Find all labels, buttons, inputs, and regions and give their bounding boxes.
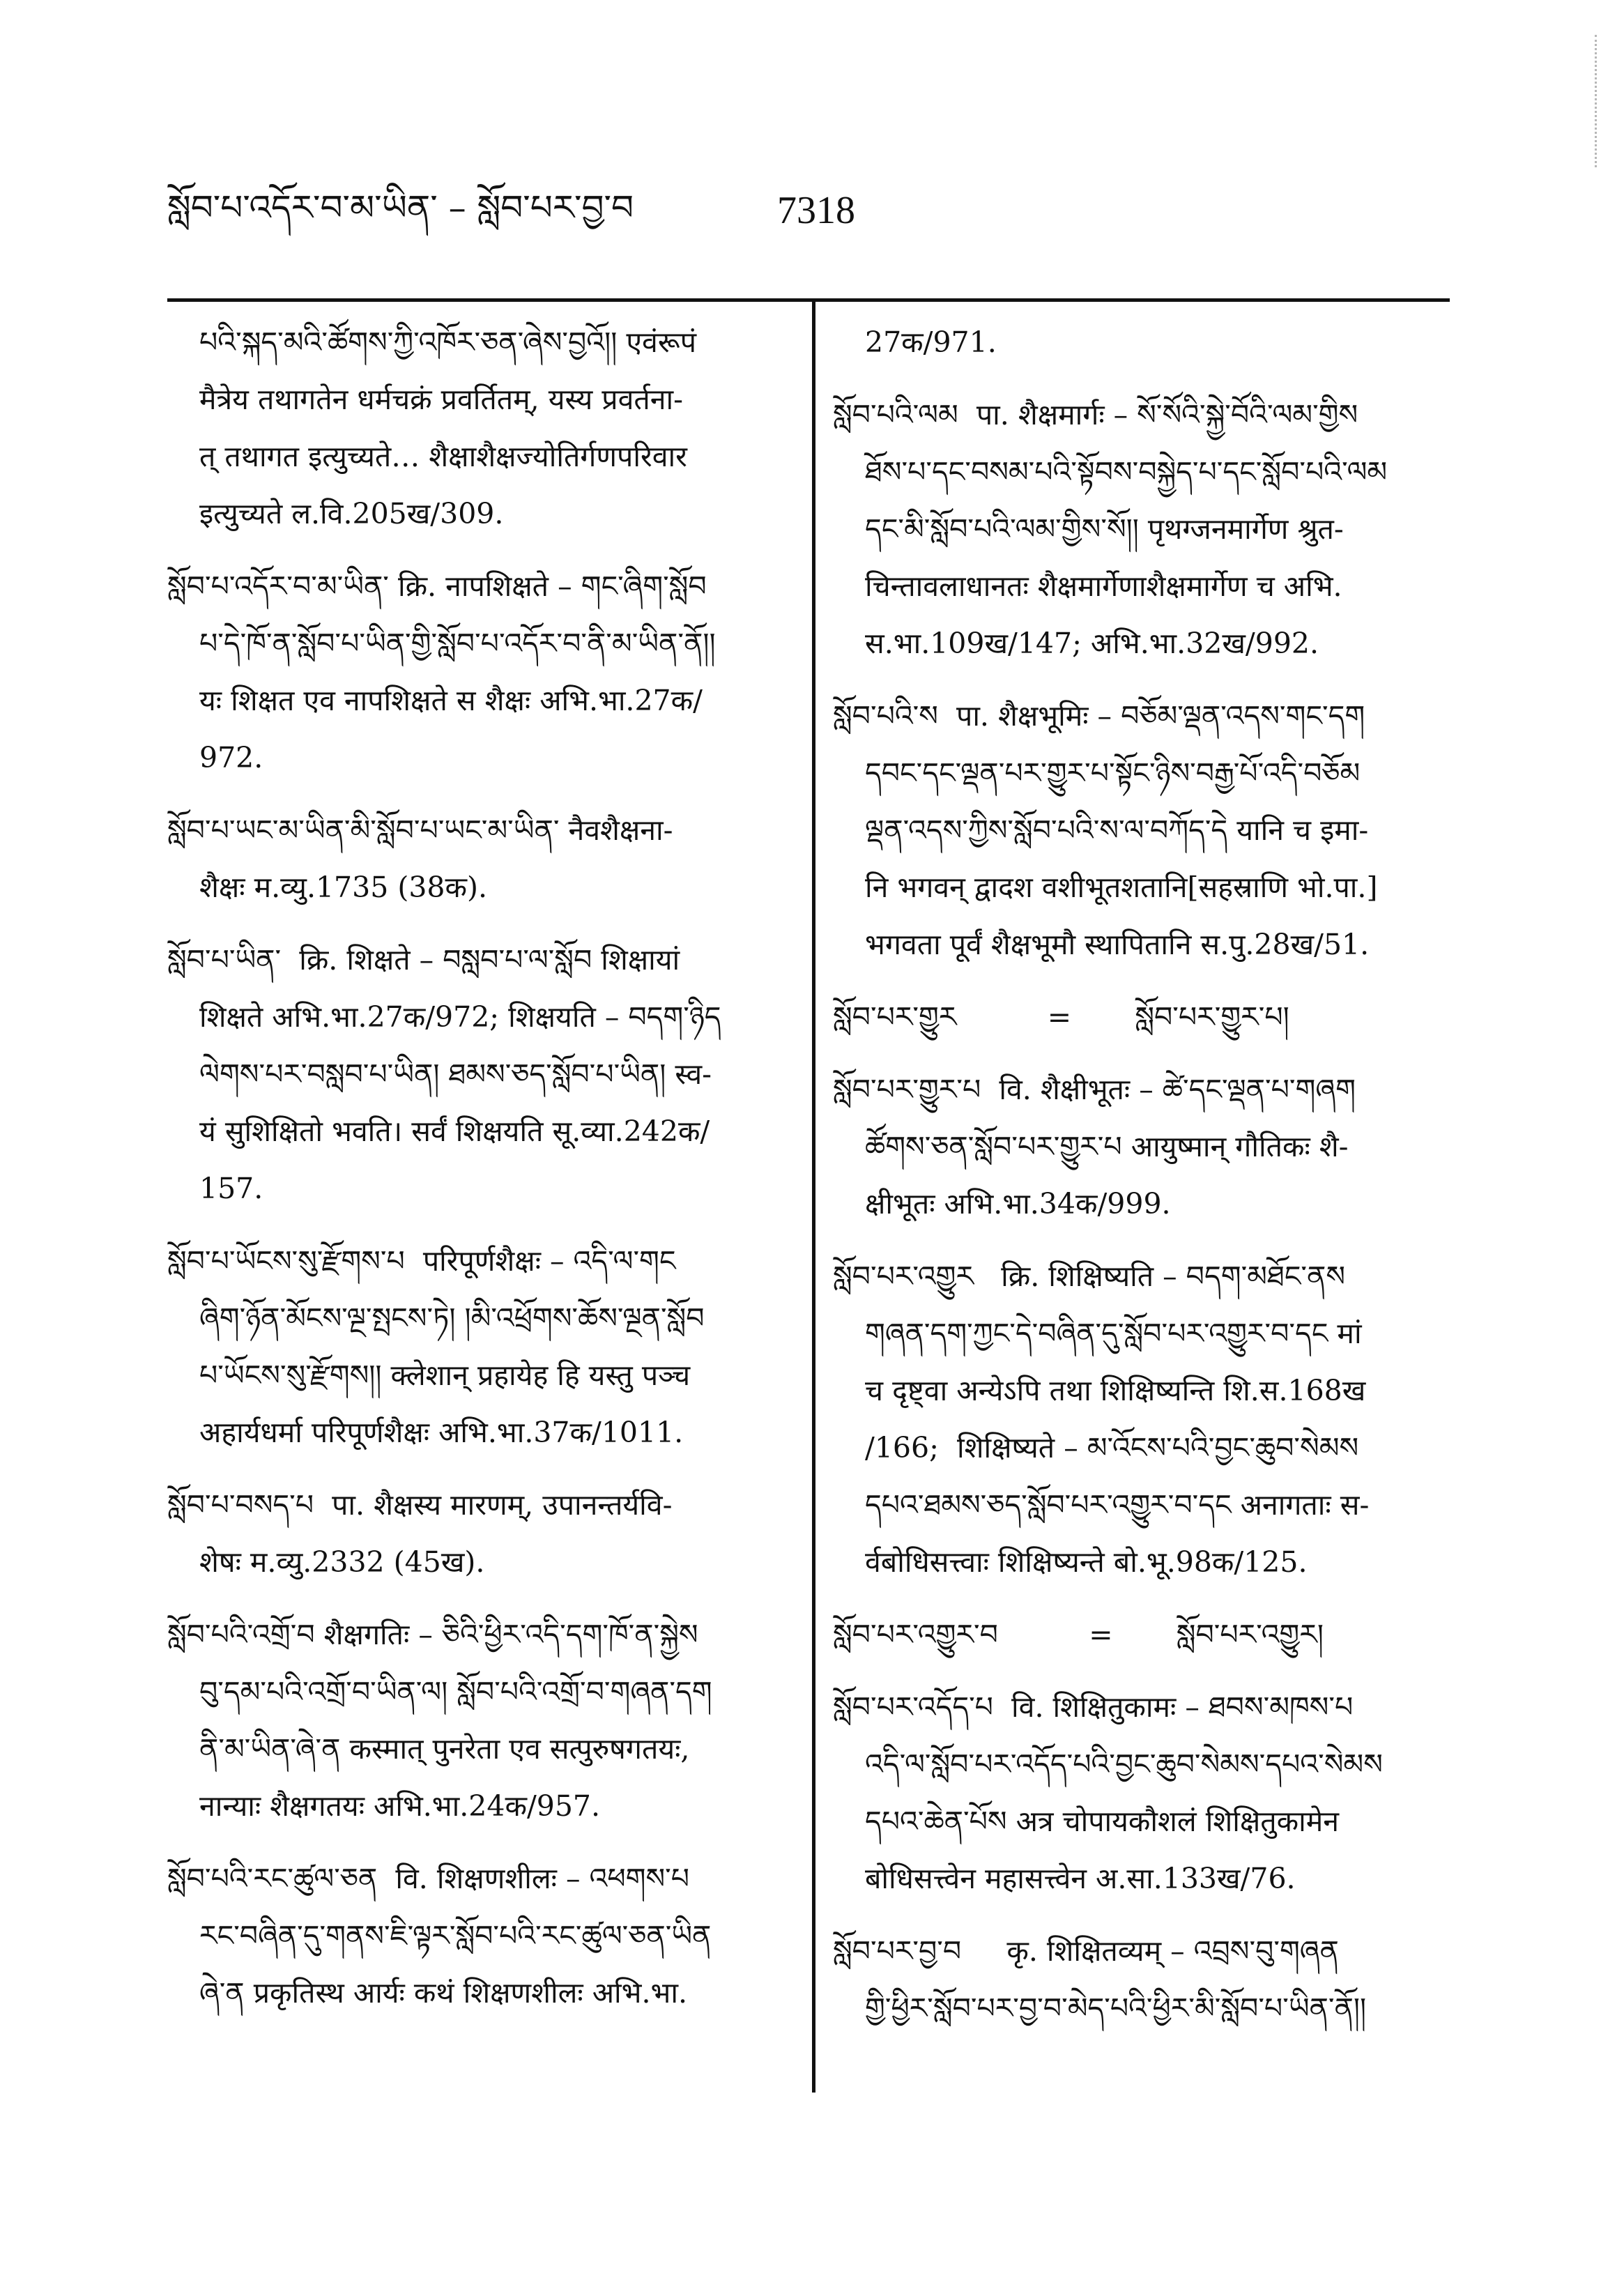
dictionary-entry bbox=[167, 1606, 781, 1835]
entry-continuation-line: རང་བཞིན་དུ་གནས་ཇི་ལྟར་སློབ་པའི་རང་ཚུལ་ཅན་ཡིན bbox=[199, 1919, 712, 1952]
dictionary-entry bbox=[167, 314, 781, 542]
entry-continuation-line: དང་མི་སློབ་པའི་ལམ་གྱིས་སོ།། पृथग्जनमार्गेण श्रुत- bbox=[865, 512, 1344, 546]
dictionary-entry bbox=[833, 1248, 1446, 1591]
entry-continuation-line: नि भगवन् द्वादश वशीभूतशतानि[सहस्राणि भो.पा.] bbox=[865, 871, 1378, 904]
entry-continuation-line: बोधिसत्त्वेन महासत्त्वेन अ.सा.133ख/76. bbox=[865, 1862, 1296, 1895]
entry-continuation-line: པ་ཡོངས་སུ་རྫོགས།། क्लेशान् प्रहायेह हि यस्तु पञ्च bbox=[199, 1359, 691, 1392]
entry-continuation-line: ལྡན་འདས་ཀྱིས་སློབ་པའི་ས་ལ་བཀོད་དེ यानि च इमा- bbox=[865, 813, 1369, 847]
entry-continuation-line: དཔའ་ཆེན་པོས अत्र चोपायकौशलं शिक्षितुकामेन bbox=[865, 1805, 1340, 1838]
entry-continuation-line: त् तथागत इत्युच्यते… शैक्षाशैक्षज्योतिर्गणपरिवार bbox=[199, 440, 687, 473]
entry-continuation-line: གྱི་ཕྱིར་སློབ་པར་བྱ་བ་མེད་པའི་ཕྱིར་མི་སློབ་པ་ཡིན་ནོ།། bbox=[865, 1991, 1367, 2025]
dictionary-entry bbox=[833, 988, 1446, 1046]
entry-continuation-line: པ་དེ་ཁོ་ན་སློབ་པ་ཡིན་གྱི་སློབ་པ་འདོར་བ་ནི་མ་ཡིན་ནོ།། bbox=[199, 627, 716, 660]
entry-first-line: སློབ་པ་བསད་པ पा. शैक्षस्य मारणम्, उपानन्तर्यवि- bbox=[167, 1488, 673, 1522]
entry-continuation-line: चिन्तावलाधानतः शैक्षमार्गेणाशैक्षमार्गेण च अभि. bbox=[865, 569, 1342, 603]
scan-edge-mark bbox=[1595, 35, 1611, 167]
entry-first-line: སློབ་པར་བྱ་བ कृ. शिक्षितव्यम् – འབྲས་བུ་གཞན bbox=[833, 1934, 1339, 1968]
dictionary-entry bbox=[833, 314, 1446, 371]
entry-continuation-line: यं सुशिक्षितो भवति। सर्वं शिक्षयति सू.व्या.242क/ bbox=[199, 1115, 710, 1148]
dictionary-entry bbox=[833, 1606, 1446, 1663]
dictionary-entry bbox=[167, 1850, 781, 2021]
dictionary-entry bbox=[833, 386, 1446, 672]
entry-continuation-line: ལེགས་པར་བསླབ་པ་ཡིན། ཐམས་ཅད་སློབ་པ་ཡིན། स्व- bbox=[199, 1057, 712, 1091]
dictionary-entry bbox=[167, 802, 781, 916]
entry-continuation-line: क्षीभूतः अभि.भा.34क/999. bbox=[865, 1187, 1171, 1221]
entry-continuation-line: इत्युच्यते ल.वि.205ख/309. bbox=[199, 497, 504, 530]
right-column bbox=[833, 314, 1446, 2098]
dictionary-entry bbox=[167, 931, 781, 1217]
entry-first-line: སློབ་པར་འགྱུར་བ = སློབ་པར་འགྱུར། bbox=[833, 1618, 1324, 1651]
entry-first-line: སློབ་པར་གྱུར = སློབ་པར་གྱུར་པ། bbox=[833, 1000, 1289, 1034]
entry-continuation-line: र्वबोधिसत्त्वाः शिक्षिष्यन्ते बो.भू.98क/125. bbox=[865, 1545, 1308, 1579]
entry-continuation-line: 157. bbox=[199, 1172, 263, 1205]
entry-continuation-line: /166; शिक्षिष्यते – མ་འོངས་པའི་བྱང་ཆུབ་སེམས bbox=[865, 1431, 1359, 1464]
entry-first-line: སློབ་པར་འགྱུར क्रि. शिक्षिष्यति – བདག་མཐོང་ནས bbox=[833, 1260, 1346, 1293]
dictionary-entry bbox=[833, 1678, 1446, 1907]
entry-first-line: སློབ་པ་འདོར་བ་མ་ཡིན་ क्रि. नापशिक्षते – གང་ཞིག་སློབ bbox=[167, 569, 707, 603]
entry-first-line: སློབ་པའི་ལམ पा. शैक्षमार्गः – སོ་སོའི་སྐྱེ་བོའི་ལམ་གྱིས bbox=[833, 398, 1358, 431]
entry-first-line: སློབ་པའི་རང་ཚུལ་ཅན वि. शिक्षणशीलः – འཕགས་པ bbox=[167, 1862, 690, 1895]
entry-first-line: 27क/971. bbox=[865, 326, 997, 359]
entry-continuation-line: ཞེ་ན प्रकृतिस्थ आर्यः कथं शिक्षणशीलः अभि.भा. bbox=[199, 1976, 687, 2010]
column-divider bbox=[812, 301, 815, 2093]
dictionary-entry bbox=[833, 1922, 1446, 2037]
entry-first-line: སློབ་པར་འདོད་པ वि. शिक्षितुकामः – ཐབས་མཁས་པ bbox=[833, 1690, 1354, 1724]
entry-continuation-line: यः शिक्षत एव नापशिक्षते स शैक्षः अभि.भा.27क/ bbox=[199, 684, 703, 717]
entry-continuation-line: मैत्रेय तथागतेन धर्मचक्रं प्रवर्तितम्, यस्य प्रवर्तना- bbox=[199, 383, 684, 416]
entry-first-line: སློབ་པ་ཡང་མ་ཡིན་མི་སློབ་པ་ཡང་མ་ཡིན་ नैवशैक्षना- bbox=[167, 813, 673, 847]
entry-continuation-line: བུ་དམ་པའི་འགྲོ་བ་ཡིན་ལ། སློབ་པའི་འགྲོ་བ་གཞན་དག bbox=[199, 1675, 712, 1708]
entry-first-line: སློབ་པའི་ས पा. शैक्षभूमिः – བཅོམ་ལྡན་འདས་གང་དག bbox=[833, 699, 1365, 733]
dictionary-entry bbox=[167, 1232, 781, 1461]
page-number: 7318 bbox=[777, 189, 855, 232]
entry-continuation-line: དཔའ་ཐམས་ཅད་སློབ་པར་འགྱུར་བ་དང अनागताः स- bbox=[865, 1488, 1370, 1522]
dictionary-entry bbox=[167, 558, 781, 786]
entry-continuation-line: 972. bbox=[199, 741, 263, 774]
entry-continuation-line: नान्याः शैक्षगतयः अभि.भा.24क/957. bbox=[199, 1789, 601, 1823]
entry-first-line: པའི་སྐད་མའི་ཚོགས་ཀྱི་འཁོར་ཅན་ཞེས་བྱའོ།། एवंरूपं bbox=[199, 326, 696, 359]
entry-continuation-line: शेषः म.व्यु.2332 (45ख). bbox=[199, 1545, 485, 1579]
entry-continuation-line: शिक्षते अभि.भा.27क/972; शिक्षयति – བདག་ཉིད bbox=[199, 1000, 721, 1034]
entry-continuation-line: शैक्षः म.व्यु.1735 (38क). bbox=[199, 871, 488, 904]
left-column bbox=[167, 314, 781, 2098]
entry-continuation-line: དབང་དང་ལྡན་པར་གྱུར་པ་སྟོང་ཉིས་བརྒྱ་པོ་འདི་བཅོམ bbox=[865, 756, 1361, 790]
entry-continuation-line: ཚོགས་ཅན་སློབ་པར་གྱུར་པ आयुष्मान् गौतिकः शै- bbox=[865, 1130, 1349, 1163]
entry-continuation-line: च दृष्ट्वा अन्येऽपि तथा शिक्षिष्यन्ति शि.स.168ख bbox=[865, 1374, 1366, 1407]
entry-continuation-line: གཞན་དག་ཀྱང་དེ་བཞིན་དུ་སློབ་པར་འགྱུར་བ་དང मां bbox=[865, 1317, 1362, 1350]
entry-continuation-line: འདི་ལ་སློབ་པར་འདོད་པའི་བྱང་ཆུབ་སེམས་དཔའ་སེམས bbox=[865, 1747, 1383, 1781]
entry-continuation-line: अहार्यधर्मा परिपूर्णशैक्षः अभि.भा.37क/1011. bbox=[199, 1416, 684, 1449]
entry-continuation-line: भगवता पूर्वं शैक्षभूमौ स्थापितानि स.पु.28ख/51. bbox=[865, 928, 1370, 961]
entry-continuation-line: ཞིག་ཉོན་མོངས་ལྔ་སྤངས་ཏེ། །མི་འཕྲོགས་ཆོས་ལྔན་སློབ bbox=[199, 1301, 705, 1335]
entry-continuation-line: ནི་མ་ཡིན་ཞེ་ན कस्मात् पुनरेता एव सत्पुरुषगतयः, bbox=[199, 1732, 690, 1766]
entry-continuation-line: ཐོས་པ་དང་བསམ་པའི་སྟོབས་བསྐྱེད་པ་དང་སློབ་པའི་ལམ bbox=[865, 455, 1388, 489]
dictionary-entry bbox=[167, 1476, 781, 1591]
dictionary-entry bbox=[833, 1061, 1446, 1232]
entry-first-line: སློབ་པ་ཡིན་ क्रि. शिक्षते – བསླབ་པ་ལ་སློབ शिक्षायां bbox=[167, 943, 680, 977]
entry-first-line: སློབ་པ་ཡོངས་སུ་རྫོགས་པ परिपूर्णशैक्षः – འདི་ལ་གང bbox=[167, 1244, 676, 1278]
entry-first-line: སློབ་པར་གྱུར་པ वि. शैक्षीभूतः – ཚེ་དང་ལྡན་པ་གཞག bbox=[833, 1073, 1356, 1106]
entry-first-line: སློབ་པའི་འགྲོ་བ शैक्षगतिः – ཅིའི་ཕྱིར་འདི་དག་ཁོ་ན་སྐྱེས bbox=[167, 1618, 698, 1651]
entry-continuation-line: स.भा.109ख/147; अभि.भा.32ख/992. bbox=[865, 627, 1319, 660]
header-running-title: སློབ་པ་འདོར་བ་མ་ཡིན་ – སློབ་པར་བྱ་བ bbox=[167, 188, 634, 228]
dictionary-entry bbox=[833, 687, 1446, 973]
header-rule bbox=[167, 298, 1450, 302]
